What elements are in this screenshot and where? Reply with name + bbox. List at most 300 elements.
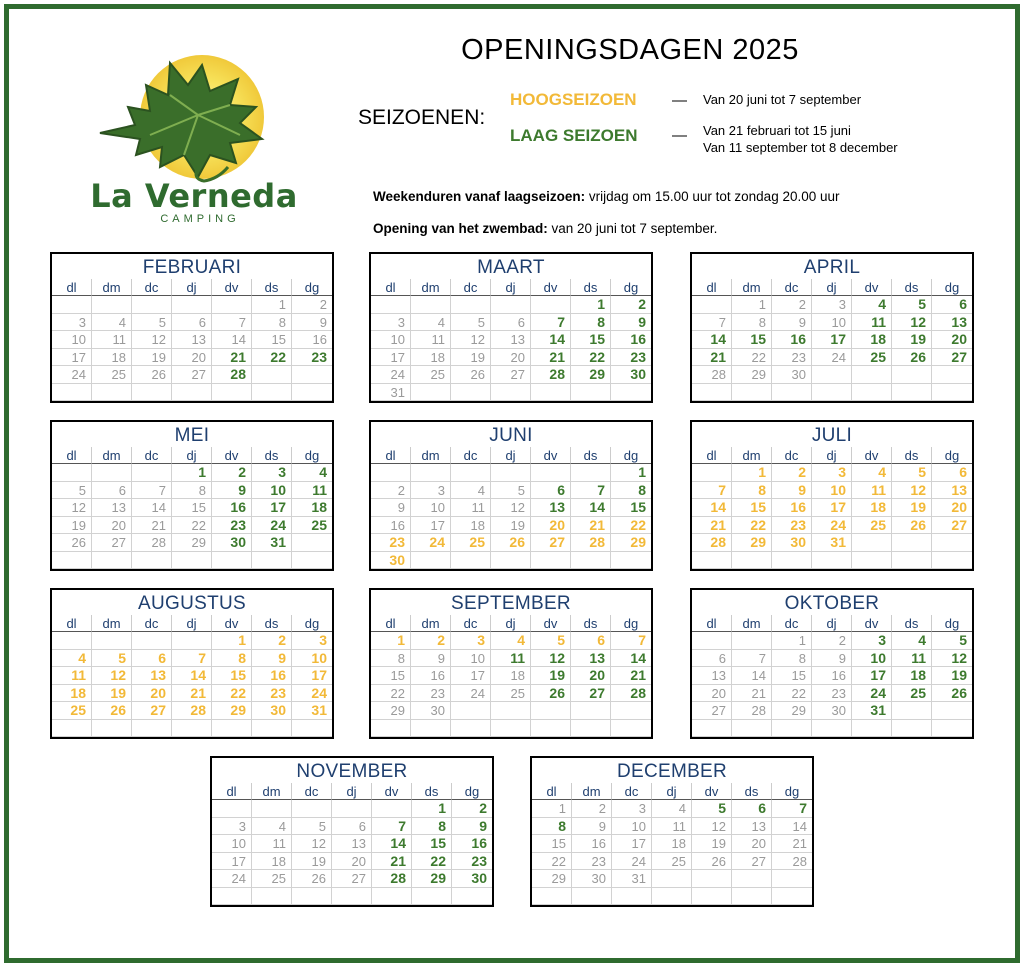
empty-cell [571,464,611,482]
day-cell: 16 [572,835,612,853]
empty-cell [132,632,172,650]
low-season-range-1: Van 21 februari tot 15 juni [703,123,851,138]
day-cell: 18 [252,853,292,871]
empty-cell [252,384,292,402]
weekday-header: dc [451,279,491,296]
day-cell: 11 [491,650,531,668]
empty-cell [932,702,972,720]
logo-sub: CAMPING [160,213,240,225]
day-cell: 2 [292,296,332,314]
empty-cell [892,720,932,738]
weekday-header: ds [412,783,452,800]
weekday-header: dj [491,279,531,296]
weekday-header: dm [572,783,612,800]
day-cell: 27 [732,853,772,871]
day-cell: 14 [212,331,252,349]
month-name: AUGUSTUS [138,593,246,614]
day-cell: 7 [212,314,252,332]
day-cell: 17 [52,349,92,367]
weekday-header: dc [292,783,332,800]
day-cell: 28 [172,702,212,720]
day-cell: 17 [451,667,491,685]
day-cell: 25 [252,870,292,888]
empty-cell [252,800,292,818]
day-cell: 21 [172,685,212,703]
empty-cell [172,720,212,738]
day-cell: 19 [531,667,571,685]
weekday-header: dg [611,615,651,632]
low-season-range-2: Van 11 september tot 8 december [703,140,898,155]
day-cell: 16 [292,331,332,349]
day-cell: 11 [252,835,292,853]
day-cell: 4 [52,650,92,668]
day-cell: 27 [932,349,972,367]
day-cell: 24 [812,349,852,367]
empty-cell [491,464,531,482]
day-cell: 1 [611,464,651,482]
weekday-header: ds [252,447,292,464]
weekend-hours [373,189,840,204]
day-cell: 6 [732,800,772,818]
empty-cell [571,720,611,738]
day-cell: 20 [692,685,732,703]
day-cell: 15 [732,331,772,349]
day-cell: 2 [371,482,411,500]
day-cell: 4 [652,800,692,818]
day-cell: 23 [611,349,651,367]
day-cell: 20 [732,835,772,853]
day-cell: 25 [491,685,531,703]
day-cell: 30 [411,702,451,720]
day-cell: 5 [692,800,732,818]
day-cell: 14 [571,499,611,517]
day-cell: 19 [892,499,932,517]
empty-cell [531,464,571,482]
day-cell: 22 [532,853,572,871]
day-cell: 2 [772,464,812,482]
empty-cell [531,384,571,402]
day-cell: 23 [292,349,332,367]
empty-cell [852,534,892,552]
day-cell: 19 [92,685,132,703]
day-cell: 25 [411,366,451,384]
month-grid [532,783,812,905]
day-cell: 21 [772,835,812,853]
day-cell: 10 [612,818,652,836]
day-cell: 9 [572,818,612,836]
weekday-header: ds [892,615,932,632]
day-cell: 12 [451,331,491,349]
empty-cell [451,720,491,738]
weekday-header: dv [212,447,252,464]
pool-opening-text: van 20 juni tot 7 september. [547,221,718,236]
day-cell: 24 [451,685,491,703]
day-cell: 13 [332,835,372,853]
day-cell: 4 [92,314,132,332]
weekday-header: dg [932,447,972,464]
day-cell: 18 [451,517,491,535]
empty-cell [412,888,452,906]
day-cell: 5 [932,632,972,650]
day-cell: 15 [252,331,292,349]
day-cell: 23 [772,517,812,535]
day-cell: 4 [451,482,491,500]
day-cell: 24 [252,517,292,535]
day-cell: 12 [292,835,332,853]
empty-cell [52,464,92,482]
day-cell: 12 [892,314,932,332]
day-cell: 6 [491,314,531,332]
day-cell: 23 [252,685,292,703]
day-cell: 27 [571,685,611,703]
day-cell: 30 [371,552,411,570]
empty-cell [531,552,571,570]
weekday-header: dj [812,279,852,296]
weekday-header: dc [772,447,812,464]
day-cell: 16 [772,331,812,349]
weekday-header: dl [371,279,411,296]
weekday-header: dv [852,447,892,464]
day-cell: 6 [92,482,132,500]
day-cell: 18 [852,499,892,517]
empty-cell [292,888,332,906]
day-cell: 12 [892,482,932,500]
empty-cell [932,552,972,570]
day-cell: 17 [252,499,292,517]
day-cell: 29 [412,870,452,888]
day-cell: 3 [612,800,652,818]
empty-cell [892,534,932,552]
empty-cell [692,888,732,906]
day-cell: 18 [411,349,451,367]
calendar-november [210,756,494,907]
day-cell: 24 [812,517,852,535]
day-cell: 16 [252,667,292,685]
weekday-header: dm [92,279,132,296]
day-cell: 6 [571,632,611,650]
empty-cell [92,464,132,482]
weekday-header: dl [692,447,732,464]
empty-cell [812,552,852,570]
empty-cell [692,296,732,314]
day-cell: 22 [732,349,772,367]
empty-cell [611,384,651,402]
day-cell: 5 [292,818,332,836]
empty-cell [692,870,732,888]
day-cell: 22 [252,349,292,367]
weekday-header: dc [132,447,172,464]
day-cell: 15 [571,331,611,349]
day-cell: 25 [852,349,892,367]
day-cell: 23 [812,685,852,703]
day-cell: 27 [531,534,571,552]
month-grid [692,279,972,401]
empty-cell [892,366,932,384]
day-cell: 15 [371,667,411,685]
day-cell: 30 [772,534,812,552]
page-title: OPENINGSDAGEN 2025 [461,34,799,66]
day-cell: 30 [452,870,492,888]
day-cell: 4 [411,314,451,332]
weekday-header: dv [212,279,252,296]
day-cell: 21 [531,349,571,367]
day-cell: 11 [292,482,332,500]
day-cell: 9 [252,650,292,668]
day-cell: 12 [692,818,732,836]
empty-cell [292,384,332,402]
empty-cell [491,552,531,570]
day-cell: 20 [92,517,132,535]
empty-cell [92,384,132,402]
day-cell: 1 [532,800,572,818]
day-cell: 17 [292,667,332,685]
day-cell: 25 [292,517,332,535]
day-cell: 31 [852,702,892,720]
empty-cell [692,720,732,738]
empty-cell [292,552,332,570]
day-cell: 7 [531,314,571,332]
day-cell: 8 [611,482,651,500]
weekday-header: dl [371,615,411,632]
empty-cell [52,296,92,314]
empty-cell [411,552,451,570]
empty-cell [212,720,252,738]
weekday-header: dc [612,783,652,800]
empty-cell [172,384,212,402]
empty-cell [132,464,172,482]
empty-cell [932,384,972,402]
day-cell: 16 [371,517,411,535]
month-name: FEBRUARI [142,257,242,278]
day-cell: 11 [652,818,692,836]
weekday-header: dv [852,279,892,296]
weekday-header: dg [292,447,332,464]
day-cell: 10 [371,331,411,349]
day-cell: 4 [252,818,292,836]
day-cell: 26 [531,685,571,703]
empty-cell [652,870,692,888]
day-cell: 15 [412,835,452,853]
day-cell: 8 [212,650,252,668]
weekday-header: dl [52,615,92,632]
weekday-header: dl [692,279,732,296]
day-cell: 22 [172,517,212,535]
calendar-juli [690,420,974,571]
empty-cell [772,384,812,402]
day-cell: 8 [732,314,772,332]
day-cell: 20 [491,349,531,367]
day-cell: 18 [852,331,892,349]
empty-cell [92,552,132,570]
month-grid [52,279,332,401]
day-cell: 29 [172,534,212,552]
weekend-hours-label: Weekenduren vanaf laagseizoen: [373,189,586,204]
day-cell: 26 [692,853,732,871]
day-cell: 5 [132,314,172,332]
month-name: JULI [811,425,853,446]
low-season-label: LAAG SEIZOEN [510,126,638,145]
empty-cell [932,534,972,552]
empty-cell [772,888,812,906]
weekday-header: ds [252,615,292,632]
weekday-header: ds [892,279,932,296]
day-cell: 8 [371,650,411,668]
calendar-oktober [690,588,974,739]
day-cell: 6 [932,464,972,482]
day-cell: 3 [371,314,411,332]
day-cell: 7 [571,482,611,500]
weekday-header: dg [452,783,492,800]
empty-cell [932,366,972,384]
month-name: NOVEMBER [296,761,408,782]
day-cell: 1 [772,632,812,650]
day-cell: 29 [212,702,252,720]
day-cell: 17 [411,517,451,535]
empty-cell [852,366,892,384]
empty-cell [172,552,212,570]
day-cell: 14 [372,835,412,853]
day-cell: 18 [491,667,531,685]
day-cell: 5 [531,632,571,650]
day-cell: 31 [612,870,652,888]
day-cell: 11 [411,331,451,349]
month-grid [371,279,651,401]
empty-cell [92,296,132,314]
day-cell: 21 [611,667,651,685]
day-cell: 21 [692,349,732,367]
empty-cell [452,888,492,906]
day-cell: 28 [611,685,651,703]
empty-cell [411,296,451,314]
empty-cell [692,384,732,402]
month-name: SEPTEMBER [451,593,571,614]
empty-cell [892,552,932,570]
day-cell: 28 [732,702,772,720]
day-cell: 27 [92,534,132,552]
day-cell: 22 [732,517,772,535]
empty-cell [892,702,932,720]
day-cell: 25 [652,853,692,871]
day-cell: 9 [812,650,852,668]
empty-cell [531,720,571,738]
day-cell: 26 [892,517,932,535]
weekday-header: dj [332,783,372,800]
weekday-header: dv [852,615,892,632]
day-cell: 1 [371,632,411,650]
empty-cell [571,384,611,402]
empty-cell [411,464,451,482]
day-cell: 17 [371,349,411,367]
day-cell: 16 [611,331,651,349]
empty-cell [772,870,812,888]
day-cell: 24 [212,870,252,888]
day-cell: 13 [732,818,772,836]
empty-cell [52,720,92,738]
day-cell: 14 [692,499,732,517]
day-cell: 1 [732,464,772,482]
calendar-februari [50,252,334,403]
empty-cell [692,632,732,650]
day-cell: 28 [372,870,412,888]
day-cell: 3 [812,464,852,482]
day-cell: 26 [892,349,932,367]
day-cell: 17 [812,499,852,517]
day-cell: 19 [892,331,932,349]
calendar-maart [369,252,653,403]
weekday-header: ds [732,783,772,800]
weekday-header: ds [571,279,611,296]
weekday-header: dc [132,279,172,296]
weekday-header: dg [932,279,972,296]
day-cell: 22 [371,685,411,703]
day-cell: 15 [611,499,651,517]
weekday-header: dc [451,447,491,464]
day-cell: 1 [252,296,292,314]
empty-cell [732,552,772,570]
empty-cell [52,384,92,402]
day-cell: 29 [732,534,772,552]
empty-cell [212,888,252,906]
day-cell: 30 [572,870,612,888]
logo-name: La Verneda [90,177,298,215]
day-cell: 5 [52,482,92,500]
weekday-header: dv [531,279,571,296]
day-cell: 25 [852,517,892,535]
day-cell: 9 [452,818,492,836]
day-cell: 10 [812,482,852,500]
day-cell: 13 [571,650,611,668]
empty-cell [252,366,292,384]
empty-cell [772,720,812,738]
day-cell: 9 [212,482,252,500]
day-cell: 19 [292,853,332,871]
day-cell: 19 [132,349,172,367]
weekday-header: dc [132,615,172,632]
day-cell: 18 [52,685,92,703]
empty-cell [772,552,812,570]
empty-cell [371,464,411,482]
day-cell: 10 [812,314,852,332]
day-cell: 4 [491,632,531,650]
weekday-header: dc [451,615,491,632]
day-cell: 15 [532,835,572,853]
day-cell: 12 [531,650,571,668]
day-cell: 2 [611,296,651,314]
day-cell: 7 [772,800,812,818]
empty-cell [732,632,772,650]
empty-cell [52,632,92,650]
day-cell: 12 [932,650,972,668]
weekday-header: dg [611,447,651,464]
day-cell: 8 [732,482,772,500]
day-cell: 7 [132,482,172,500]
day-cell: 28 [692,366,732,384]
day-cell: 3 [852,632,892,650]
day-cell: 26 [491,534,531,552]
day-cell: 19 [932,667,972,685]
month-grid [692,447,972,569]
day-cell: 28 [132,534,172,552]
day-cell: 11 [852,314,892,332]
day-cell: 12 [52,499,92,517]
empty-cell [491,720,531,738]
day-cell: 27 [932,517,972,535]
calendar-september [369,588,653,739]
day-cell: 23 [371,534,411,552]
day-cell: 24 [292,685,332,703]
day-cell: 3 [812,296,852,314]
day-cell: 6 [932,296,972,314]
